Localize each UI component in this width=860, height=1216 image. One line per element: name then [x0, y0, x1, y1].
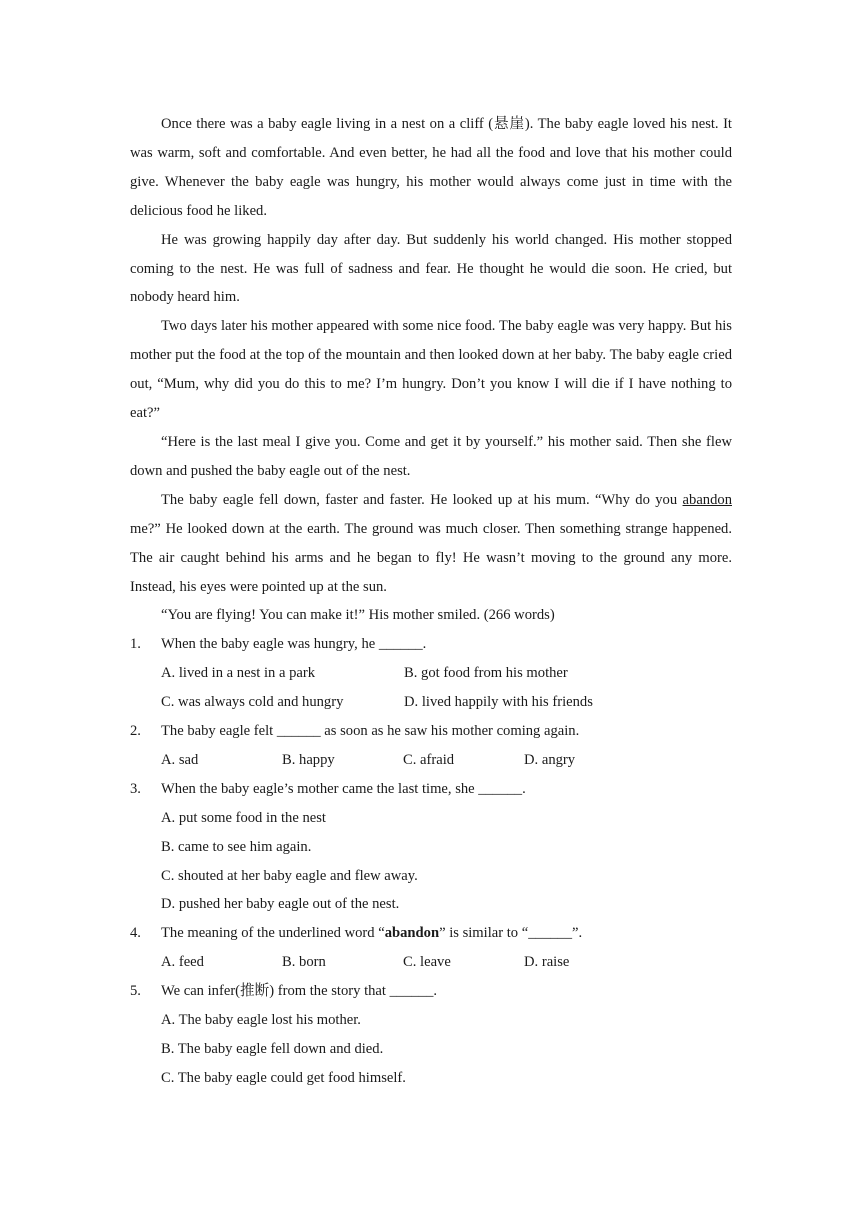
option-c: C. The baby eagle could get food himself. [161, 1069, 406, 1086]
underlined-word: abandon [682, 491, 732, 508]
paragraph-6: “You are flying! You can make it!” His mother smiled. (266 words) [161, 607, 555, 624]
option-d: D. pushed her baby eagle out of the nest. [161, 896, 400, 913]
option-b: B. born [282, 954, 326, 971]
paragraph-5-start: The baby eagle fell down, faster and faster. He looked up at his mum. “Why do you [161, 491, 683, 508]
option-a: A. sad [161, 751, 199, 768]
option-d: D. lived happily with his friends [404, 694, 593, 711]
question-text: The baby eagle felt ______ as soon as he saw his mother coming again. [161, 723, 580, 740]
question-text: When the baby eagle was hungry, he ______. [161, 636, 427, 653]
option-b: B. came to see him again. [161, 838, 312, 855]
question-4-options [130, 948, 732, 977]
option-c: C. afraid [403, 751, 455, 768]
question-number: 2. [130, 723, 141, 740]
option-b: B. The baby eagle fell down and died. [161, 1041, 384, 1057]
paragraph-3: Two days later his mother appeared with some nice food. The baby eagle was very happy. But his mother put the food at the top of the mountain and then looked down at her baby. The baby eagle cried out, “Mum, why did you do this to me? I’m hungry. Don’t you know I will die if I have nothing to eat?” [130, 318, 732, 422]
question-2 [130, 717, 732, 746]
question-2-options [130, 746, 732, 775]
question-number: 3. [130, 780, 141, 797]
reading-passage [130, 110, 732, 1093]
option-d: D. raise [524, 954, 570, 971]
question-number: 4. [130, 925, 141, 942]
paragraph-2: He was growing happily day after day. But suddenly his world changed. His mother stopped coming to the nest. He was full of sadness and fear. He thought he would die soon. He cried, but nobody heard him. [130, 231, 732, 306]
paragraph-5-end: me?” He looked down at the earth. The ground was much closer. Then something strange happened. The air caught behind his arms and he began to fly! He wasn’t moving to the ground any more. Instead, his eyes were pointed up at the sun. [130, 520, 732, 595]
question-text: When the baby eagle’s mother came the last time, she ______. [161, 780, 526, 797]
question-1-options-row-2 [130, 688, 732, 717]
question-1 [130, 630, 732, 659]
question-number: 5. [130, 983, 141, 1000]
option-c: C. was always cold and hungry [161, 694, 344, 711]
question-text [161, 919, 732, 948]
option-d: D. angry [524, 751, 576, 768]
option-a: A. put some food in the nest [161, 809, 326, 826]
bold-word: abandon [384, 925, 440, 942]
option-a: A. feed [161, 954, 204, 971]
question-1-options-row-1 [130, 659, 732, 688]
paragraph-1: Once there was a baby eagle living in a nest on a cliff (悬崖). The baby eagle loved his nest. It was warm, soft and comfortable. And even better, he had all the food and love that his mother could give. Whenever the baby eagle was hungry, his mother would always come just in time with the delicious food he liked. [130, 116, 732, 219]
option-a: A. The baby eagle lost his mother. [161, 1012, 361, 1029]
question-3 [130, 775, 732, 804]
option-c: C. leave [403, 954, 451, 971]
question-text-end: ” is similar to “______”. [439, 925, 583, 942]
option-b: B. got food from his mother [404, 665, 568, 682]
option-a: A. lived in a nest in a park [161, 665, 316, 682]
question-text-start: The meaning of the underlined word “ [161, 925, 385, 942]
option-b: B. happy [282, 751, 335, 768]
paragraph-5 [130, 486, 732, 602]
question-5 [130, 977, 732, 1006]
question-text: We can infer(推断) from the story that ______. [161, 983, 438, 1000]
paragraph-4: “Here is the last meal I give you. Come and get it by yourself.” his mother said. Then she flew down and pushed the baby eagle out of the nest. [130, 433, 732, 479]
option-c: C. shouted at her baby eagle and flew away. [161, 867, 418, 884]
question-4 [130, 919, 732, 948]
question-number: 1. [130, 636, 141, 653]
